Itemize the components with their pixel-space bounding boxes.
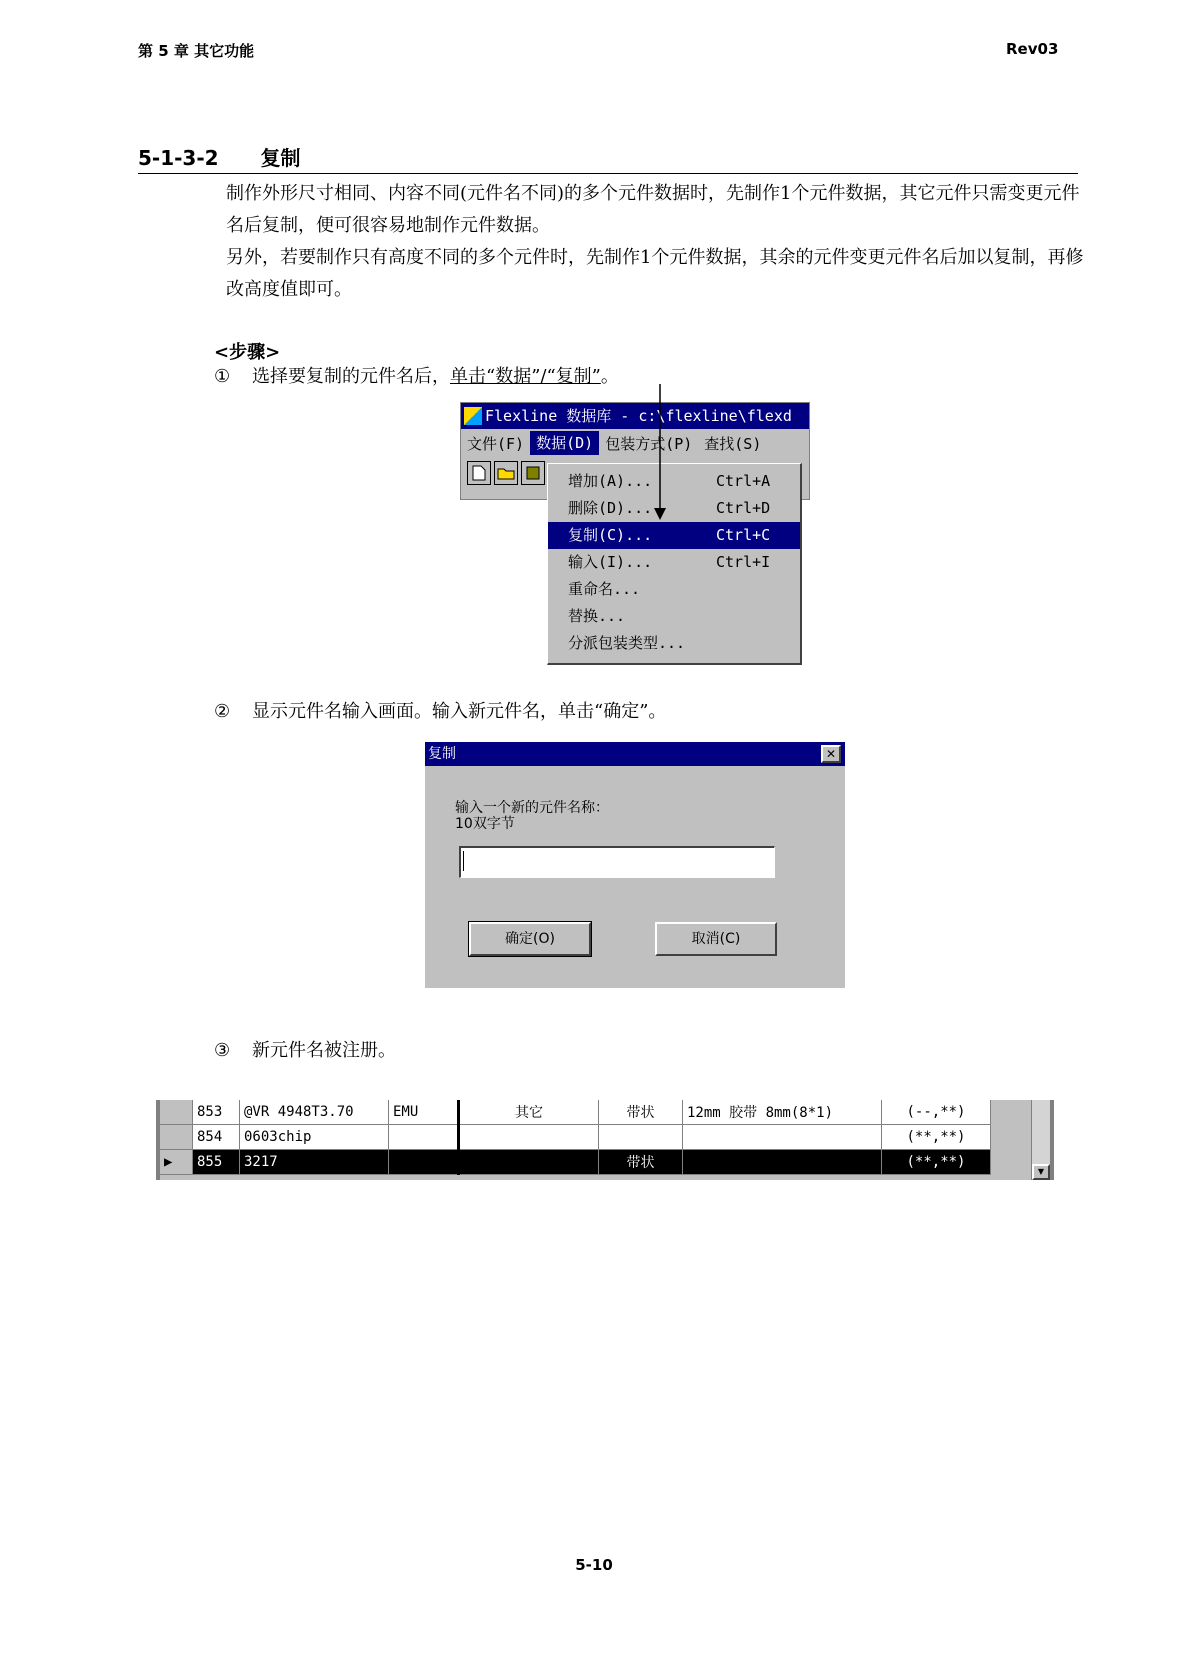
cell-id: 855 (193, 1150, 240, 1175)
menu-packing[interactable]: 包装方式(P) (605, 434, 693, 453)
cell-emu: EMU (389, 1100, 459, 1125)
app-icon (464, 407, 482, 425)
cell-tape (683, 1150, 882, 1175)
cell-id: 853 (193, 1100, 240, 1125)
step-1-text: 选择要复制的元件名后， (252, 366, 450, 387)
step-2 (214, 697, 666, 723)
paragraph-2: 另外，若要制作只有高度不同的多个元件时，先制作1个元件数据，其余的元件变更元件名后加以复制，再修改高度值即可。 (226, 247, 1084, 300)
dialog-title-bar (425, 742, 845, 766)
dialog-prompt-line1: 输入一个新的元件名称： (455, 800, 609, 816)
app-title: Flexline 数据库 - c:\flexline\flexd (485, 407, 792, 425)
cell-name: @VR 4948T3.70 (240, 1100, 389, 1125)
cell-category: 其它 (459, 1100, 599, 1125)
step-2-text: 显示元件名输入画面。输入新元件名，单击“确定”。 (252, 701, 667, 722)
cell-tape (683, 1125, 882, 1150)
new-name-input[interactable] (459, 846, 775, 878)
grid-table (160, 1100, 991, 1175)
ok-button[interactable]: 确定(O) (469, 922, 591, 956)
paragraph-1: 制作外形尺寸相同、内容不同(元件名不同)的多个元件数据时，先制作1个元件数据，其它元件只需变更元件名后复制，便可很容易地制作元件数据。 (226, 183, 1080, 236)
menu-item-assign-packing-label: 分派包装类型... (568, 634, 686, 652)
cell-flags: (**,**) (882, 1125, 991, 1150)
cell-id: 854 (193, 1125, 240, 1150)
table-row-selected[interactable] (160, 1150, 991, 1175)
cell-emu (389, 1125, 459, 1150)
step-1-number: ① (214, 366, 231, 387)
menu-item-replace-label: 替换... (568, 607, 626, 625)
row-indicator: ▶ (160, 1150, 193, 1175)
cell-category (459, 1150, 599, 1175)
menu-data[interactable]: 数据(D) (530, 431, 599, 455)
close-icon[interactable]: ✕ (821, 745, 841, 763)
cell-name: 3217 (240, 1150, 389, 1175)
menu-item-add-label: 增加(A)... (568, 472, 653, 490)
table-row[interactable] (160, 1125, 991, 1150)
component-grid (156, 1100, 1054, 1180)
dialog-prompt (455, 800, 609, 832)
step-2-number: ② (214, 701, 231, 722)
cell-category (459, 1125, 599, 1150)
cell-packing: 带状 (599, 1100, 683, 1125)
section-name: 复制 (260, 146, 301, 170)
step-3-text: 新元件名被注册。 (252, 1040, 396, 1061)
step-1 (214, 362, 619, 388)
menu-item-import-label: 输入(I)... (568, 553, 653, 571)
cell-packing: 带状 (599, 1150, 683, 1175)
new-file-icon[interactable] (467, 461, 491, 485)
menu-item-add-accel: Ctrl+A (716, 472, 771, 490)
cell-emu (389, 1150, 459, 1175)
cell-flags: (**,**) (882, 1150, 991, 1175)
menu-item-rename[interactable] (548, 576, 800, 603)
menu-item-copy-label: 复制(C)... (568, 526, 653, 544)
menu-bar (461, 429, 809, 457)
row-indicator (160, 1125, 193, 1150)
menu-item-delete-accel: Ctrl+D (716, 499, 771, 517)
step-3-number: ③ (214, 1040, 231, 1061)
menu-item-rename-label: 重命名... (568, 580, 641, 598)
cell-name: 0603chip (240, 1125, 389, 1150)
table-row[interactable] (160, 1100, 991, 1125)
row-indicator (160, 1100, 193, 1125)
page-number: 5-10 (575, 1556, 613, 1574)
cell-packing (599, 1125, 683, 1150)
menu-item-import[interactable] (548, 549, 800, 576)
section-rule (138, 173, 1078, 174)
cell-flags: (--,**) (882, 1100, 991, 1125)
dialog-title: 复制 (428, 746, 456, 762)
text-cursor (463, 851, 464, 871)
app-title-bar (461, 403, 809, 429)
data-menu-dropdown (547, 463, 802, 665)
menu-search[interactable]: 查找(S) (704, 434, 762, 453)
section-number: 5-1-3-2 (138, 146, 219, 170)
menu-item-copy-accel: Ctrl+C (716, 526, 771, 544)
open-folder-icon[interactable] (494, 461, 518, 485)
menu-file[interactable]: 文件(F) (467, 434, 525, 453)
annotation-arrow (650, 384, 670, 524)
step-3 (214, 1036, 396, 1062)
scroll-down-icon[interactable]: ▼ (1032, 1164, 1050, 1180)
save-icon[interactable] (521, 461, 545, 485)
dialog-prompt-line2: 10双字节 (455, 816, 515, 832)
menu-item-delete-label: 删除(D)... (568, 499, 653, 517)
cancel-button[interactable]: 取消(C) (655, 922, 777, 956)
revision-label: Rev03 (1006, 40, 1059, 58)
vertical-scrollbar[interactable] (1031, 1100, 1050, 1180)
cell-tape: 12mm 胶带 8mm(8*1) (683, 1100, 882, 1125)
step-1-underlined: 单击“数据”/“复制” (450, 366, 601, 387)
menu-item-import-accel: Ctrl+I (716, 553, 771, 571)
menu-item-copy[interactable] (548, 522, 800, 549)
menu-item-delete[interactable] (548, 495, 800, 522)
menu-item-replace[interactable] (548, 603, 800, 630)
copy-dialog (425, 742, 845, 988)
chapter-header: 第 5 章 其它功能 (138, 42, 255, 60)
section-title (138, 142, 301, 171)
steps-heading: <步骤> (214, 342, 281, 363)
menu-item-add[interactable] (548, 468, 800, 495)
step-1-end: 。 (600, 366, 619, 387)
menu-item-assign-packing[interactable] (548, 630, 800, 657)
